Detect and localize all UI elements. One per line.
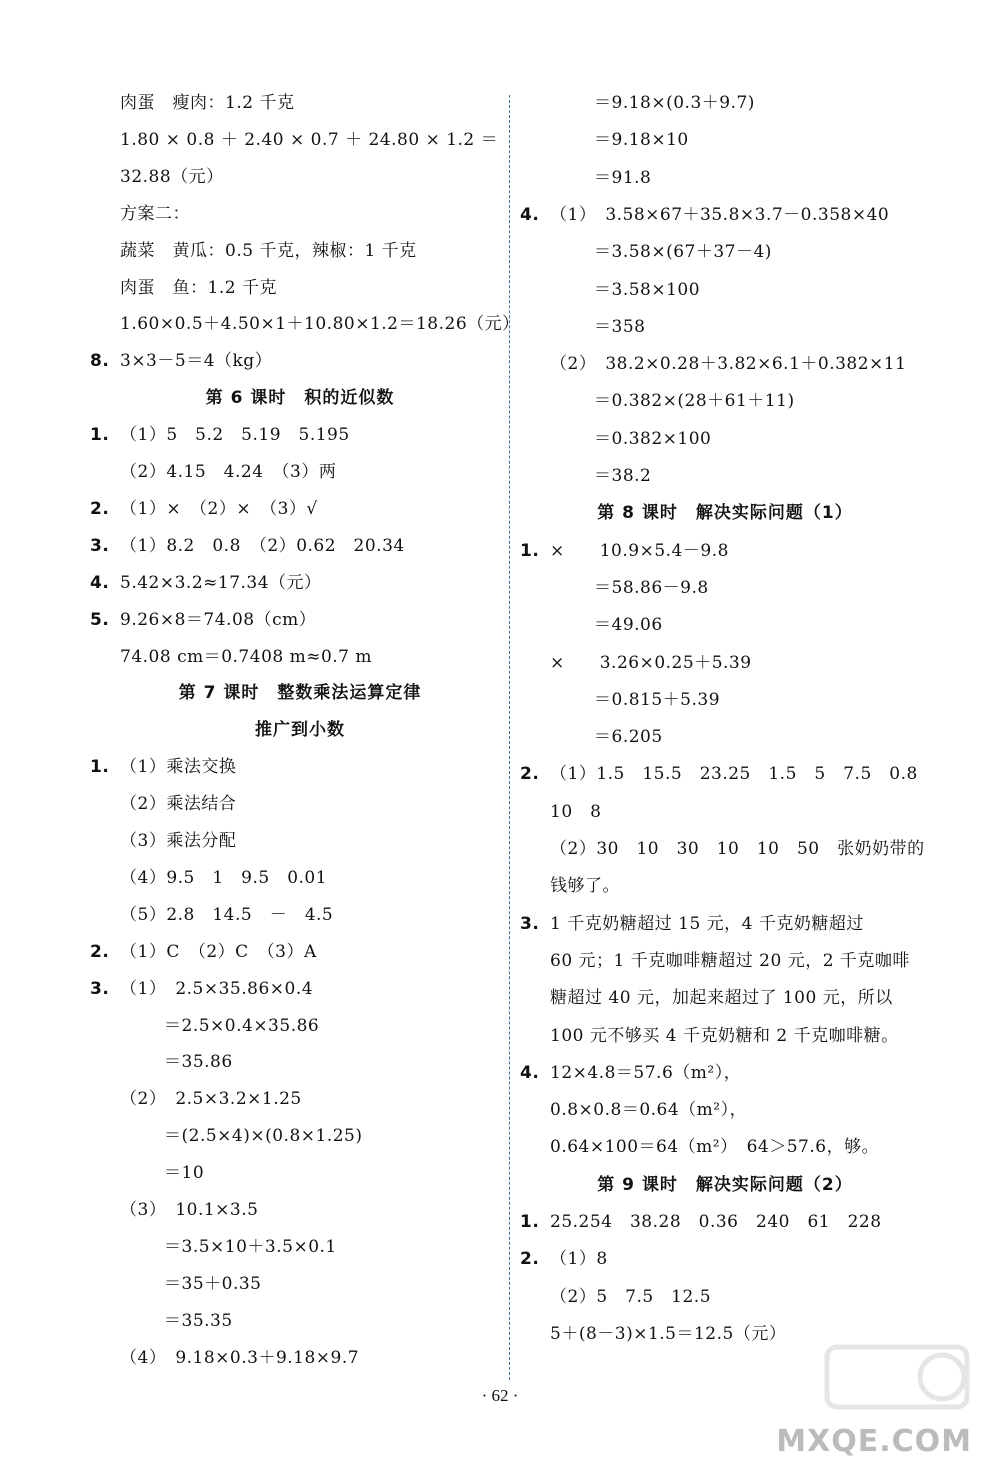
answer-line: ＝(2.5×4)×(0.8×1.25) [164,1126,363,1147]
answer-line: （4）9.5 1 9.5 0.01 [120,867,328,888]
answer-line: ＝9.18×10 [594,130,689,151]
question-number: 1. [520,1212,540,1232]
answer-line: 0.64×100＝64（m²） 64＞57.6，够。 [550,1137,880,1158]
answer-line: （1） 2.5×35.86×0.4 [120,978,314,999]
answer-line: ＝35.35 [164,1310,233,1331]
answer-line: （1）8.2 0.8 （2）0.62 20.34 [120,535,405,556]
answer-line: 74.08 cm＝0.7408 m≈0.7 m [120,646,373,667]
answer-line: 25.254 38.28 0.36 240 61 228 [550,1212,882,1232]
answer-line: （2） 2.5×3.2×1.25 [120,1089,302,1110]
answer-line: 12×4.8＝57.6（m²）， [550,1062,742,1083]
answer-line: 10 8 [550,801,602,822]
answer-line: ＝58.86－9.8 [594,577,709,598]
answer-line: （1）1.5 15.5 23.25 1.5 5 7.5 0.8 [550,764,918,785]
answer-line: ＝35.86 [164,1052,233,1073]
question-number: 2. [90,941,110,962]
answer-line: （2） 38.2×0.28＋3.82×6.1＋0.382×11 [550,354,907,375]
question-number: 1. [520,540,540,561]
answer-line: 32.88（元） [120,166,224,187]
answer-line: ＝91.8 [594,167,652,188]
question-number: 3. [90,978,110,999]
section-heading: 第 8 课时 解决实际问题（1） [597,503,853,524]
question-number: 2. [520,764,540,785]
answer-line: 方案二： [120,203,190,224]
answer-line: （1） 3.58×67＋35.8×3.7－0.358×40 [550,204,890,225]
answer-line: （1）8 [550,1249,608,1270]
question-number: 5. [90,609,110,630]
answer-line: 肉蛋 瘦肉：1.2 千克 [120,93,295,113]
answer-line: 糖超过 40 元，加起来超过了 100 元，所以 [550,988,893,1009]
answer-line: ＝49.06 [594,615,663,636]
answer-line: （3）乘法分配 [120,831,237,851]
watermark-text: MXQE.COM [776,1424,972,1459]
answer-line: ＝6.205 [594,727,663,748]
answer-line: 1.80 × 0.8 ＋ 2.40 × 0.7 ＋ 24.80 × 1.2 ＝ [120,129,499,150]
answer-line: × 3.26×0.25＋5.39 [550,652,752,673]
answer-line: ＝0.382×(28＋61＋11) [594,391,795,412]
answer-line: 3×3－5＝4（kg） [120,351,273,372]
answer-line: （1）乘法交换 [120,757,237,778]
answer-line: × 10.9×5.4－9.8 [550,540,729,561]
answer-line: 1 千克奶糖超过 15 元，4 千克奶糖超过 [550,913,864,934]
question-number: 8. [90,351,110,372]
question-number: 3. [90,535,110,556]
answer-line: 钱够了。 [550,876,620,897]
answer-line: ＝3.58×100 [594,279,701,300]
answer-line: （2）30 10 30 10 10 50 张奶奶带的 [550,839,925,859]
answer-line: （2）乘法结合 [120,794,237,815]
section-heading: 第 9 课时 解决实际问题（2） [597,1174,853,1195]
answer-line: （1）× （2）× （3）√ [120,498,318,519]
question-number: 1. [90,757,110,778]
answer-line: 1.60×0.5＋4.50×1＋10.80×1.2＝18.26（元） [120,314,520,335]
answer-line: （2）5 7.5 12.5 [550,1286,712,1307]
answer-line: （3） 10.1×3.5 [120,1200,259,1220]
answer-line: （1）C （2）C （3）A [120,941,317,962]
answer-line: ＝3.58×(67＋37－4) [594,242,772,263]
answer-line: 5＋(8－3)×1.5＝12.5（元） [550,1323,787,1344]
answer-line: （4） 9.18×0.3＋9.18×9.7 [120,1347,360,1368]
answer-line: ＝9.18×(0.3＋9.7) [594,93,755,113]
answer-line: 100 元不够买 4 千克奶糖和 2 千克咖啡糖。 [550,1025,899,1046]
answer-line: 5.42×3.2≈17.34（元） [120,572,322,593]
watermark-logo [822,1337,972,1427]
question-number: 1. [90,425,110,446]
question-number: 2. [520,1249,540,1270]
question-number: 4. [520,1062,540,1083]
question-number: 4. [520,204,540,225]
answer-line: 肉蛋 鱼：1.2 千克 [120,277,277,298]
answer-line: ＝358 [594,316,646,337]
section-heading: 第 6 课时 积的近似数 [205,388,395,409]
page-number: · 62 · [481,1386,519,1405]
question-number: 3. [520,913,540,934]
answer-line: ＝3.5×10＋3.5×0.1 [164,1236,337,1257]
section-heading: 推广到小数 [255,720,345,741]
answer-line: ＝2.5×0.4×35.86 [164,1015,320,1036]
answer-line: 0.8×0.8＝0.64（m²）， [550,1100,748,1121]
column-divider [509,95,510,1380]
question-number: 2. [90,498,110,519]
question-number: 4. [90,572,110,593]
answer-line: ＝38.2 [594,466,652,486]
answer-line: ＝10 [164,1163,205,1184]
answer-line: （2）4.15 4.24 （3）两 [120,462,337,482]
answer-line: ＝35＋0.35 [164,1273,262,1294]
answer-line: ＝0.382×100 [594,428,712,449]
answer-line: 蔬菜 黄瓜：0.5 千克，辣椒：1 千克 [120,240,417,261]
answer-line: 60 元；1 千克咖啡糖超过 20 元，2 千克咖啡 [550,950,910,971]
answer-line: （1）5 5.2 5.19 5.195 [120,425,350,446]
answer-line: 9.26×8＝74.08（cm） [120,609,317,630]
section-heading: 第 7 课时 整数乘法运算定律 [178,683,422,704]
answer-line: ＝0.815＋5.39 [594,689,721,710]
answer-line: （5）2.8 14.5 － 4.5 [120,904,334,925]
